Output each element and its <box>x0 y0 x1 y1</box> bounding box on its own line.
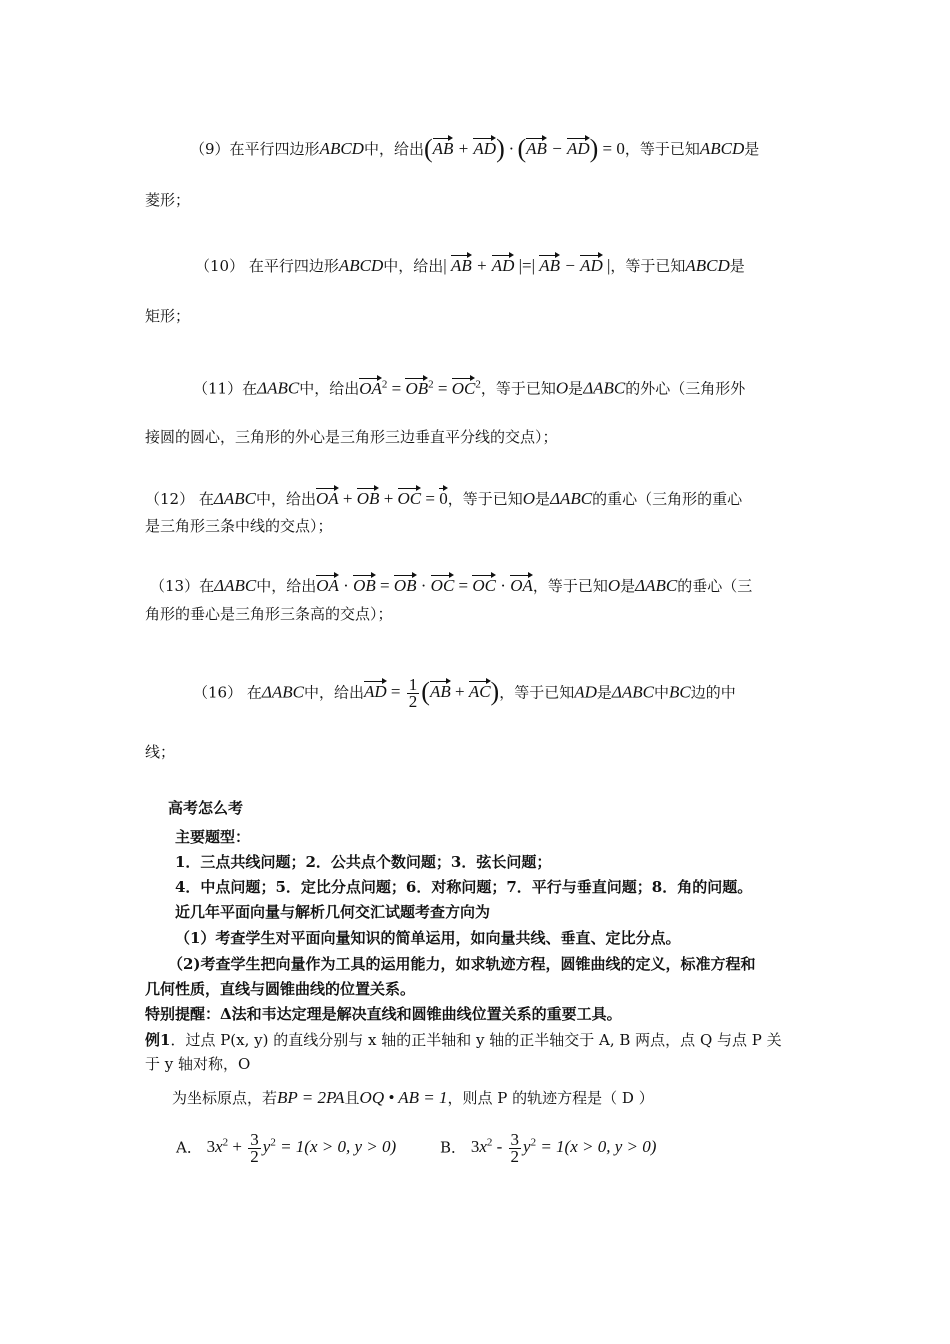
option-a <box>176 1132 396 1165</box>
math-formula: $OA^2 = OB^2 = OC^2$ <box>359 379 481 398</box>
item-9-line <box>190 134 760 163</box>
trend-line-2b: 几何性质，直线与圆锥曲线的位置关系。 <box>145 980 416 998</box>
trend-line-1: （1）考查学生对平面向量知识的简单运用，如向量共线、垂直、定比分点。 <box>175 929 681 947</box>
math-expression: BP = 2PA <box>277 1088 345 1107</box>
math-triangle: ΔABC <box>213 489 256 508</box>
text: 中，给出 <box>299 379 360 398</box>
math-point: O <box>522 489 536 508</box>
item-9-cont: 菱形； <box>145 191 191 209</box>
math-formula: (AB + AD) · (AB − AD) = 0 <box>423 134 625 163</box>
text: 的垂心（三 <box>677 577 753 595</box>
math-triangle: ΔABC <box>550 489 593 508</box>
math-segment: AD <box>574 682 597 702</box>
text: 是 <box>535 490 551 508</box>
math-triangle: ΔABC <box>261 682 304 702</box>
text: 中，给出 <box>383 257 444 275</box>
math-triangle: ΔABC <box>583 378 626 398</box>
text: 是 <box>596 683 612 702</box>
text: 是 <box>729 257 745 275</box>
types-line-1: 1．三点共线问题；2．公共点个数问题；3．弦长问题； <box>175 853 552 871</box>
item-number: （12） <box>145 490 195 508</box>
math-triangle: ΔABC <box>611 682 655 702</box>
option-a-formula: $3x^2$ + $\frac{3}{2}$ $y^2 = 1(x > 0$, y > 0) <box>206 1130 397 1166</box>
math-quad: ABCD <box>685 256 730 275</box>
text: 在 <box>246 683 262 702</box>
text: 为坐标原点，若 <box>172 1089 278 1107</box>
math-segment: BC <box>669 682 691 702</box>
option-b-formula: $3x^2$ - $\frac{3}{2}$ $y^2 = 1(x > 0$, y > 0) <box>470 1130 657 1166</box>
text: ，等于已知 <box>532 577 608 595</box>
text: 边的中 <box>690 683 736 702</box>
item-number: （9） <box>190 140 230 158</box>
item-16-cont: 线； <box>145 743 176 761</box>
text: 是 <box>568 379 584 398</box>
text: 中，给出 <box>363 140 424 158</box>
math-triangle: ΔABC <box>635 576 678 595</box>
trend-title: 近几年平面向量与解析几何交汇试题考查方向为 <box>175 903 491 921</box>
item-number: （11） <box>193 379 243 398</box>
item-11-line <box>193 374 745 399</box>
item-number: （16） <box>193 683 243 702</box>
text: ．过点 P(x, y) 的直线分别与 x 轴的正半轴和 y 轴的正半轴交于 A, B 两点，点 Q 与点 P 关 <box>170 1031 782 1049</box>
text: ，则点 P 的轨迹方程是（ D ） <box>447 1089 654 1107</box>
text: ，等于已知 <box>610 257 686 275</box>
math-point: O <box>607 576 621 595</box>
example-line-2: 于 y 轴对称，O <box>145 1055 251 1073</box>
math-expression: OQ • AB = 1 <box>359 1088 448 1107</box>
text: 且 <box>344 1089 360 1107</box>
math-triangle: ΔABC <box>214 576 257 595</box>
option-a-label: A． <box>176 1138 202 1157</box>
item-12-line <box>145 486 742 509</box>
text: 中，给出 <box>256 577 317 595</box>
text: 是 <box>620 577 636 595</box>
option-b-label: B． <box>440 1138 467 1157</box>
text: 在 <box>199 577 215 595</box>
item-10-line <box>195 253 745 276</box>
math-formula: OA · OB = OB · OC = OC · OA <box>316 576 533 595</box>
item-10-cont: 矩形； <box>145 307 191 325</box>
option-b <box>440 1132 656 1165</box>
text: 的外心（三角形外 <box>625 379 746 398</box>
text: 中，给出 <box>255 490 316 508</box>
math-point: O <box>555 378 569 398</box>
text: 中 <box>654 683 670 702</box>
item-12-cont: 是三角形三条中线的交点）； <box>145 517 333 535</box>
text: 是 <box>744 140 760 158</box>
text: 在平行四边形 <box>229 140 320 158</box>
text: 中，给出 <box>303 683 364 702</box>
section-title: 高考怎么考 <box>168 799 244 817</box>
text: 在 <box>198 490 214 508</box>
item-number: （10） <box>195 257 245 275</box>
example-line-1 <box>145 1030 782 1050</box>
text: = 1(x > 0, y > 0) <box>280 1137 397 1157</box>
math-quad: ABCD <box>319 139 364 158</box>
text: 的重心（三角形的重心 <box>592 490 743 508</box>
math-quad: ABCD <box>699 139 745 158</box>
example-line-3 <box>172 1088 654 1108</box>
math-formula: | AB + AD |=| AB − AD | <box>443 256 610 275</box>
text: ，等于已知 <box>480 379 556 398</box>
item-16-line <box>193 677 736 710</box>
trend-line-2a: （2)考查学生把向量作为工具的运用能力，如求轨迹方程，圆锥曲线的定义，标准方程和 <box>168 955 756 973</box>
item-13-cont: 角形的垂心是三角形三条高的交点）； <box>145 605 393 623</box>
math-formula: AD = $\frac{1}{2}$ (AB + AC) <box>364 675 500 711</box>
text: = 1(x > 0, y > 0) <box>540 1137 657 1157</box>
text: 在平行四边形 <box>248 257 339 275</box>
text: ，等于已知 <box>499 683 575 702</box>
math-quad: ABCD <box>338 256 384 275</box>
types-line-2: 4．中点问题；5．定比分点问题；6．对称问题；7．平行与垂直问题；8．角的问题。 <box>175 878 753 896</box>
text: ，等于已知 <box>624 140 700 158</box>
item-number: （13） <box>150 577 200 595</box>
special-tip: 特别提醒：Δ法和韦达定理是解决直线和圆锥曲线位置关系的重要工具。 <box>145 1005 622 1023</box>
item-13-line <box>150 573 752 596</box>
item-11-cont: 接圆的圆心，三角形的外心是三角形三边垂直平分线的交点）； <box>145 428 558 446</box>
math-triangle: ΔABC <box>257 378 300 398</box>
types-label: 主要题型： <box>175 828 251 846</box>
text: ，等于已知 <box>447 490 523 508</box>
example-label: 例1 <box>145 1031 171 1049</box>
math-formula: OA + OB + OC = 0 <box>316 489 448 508</box>
text: 在 <box>242 379 258 398</box>
